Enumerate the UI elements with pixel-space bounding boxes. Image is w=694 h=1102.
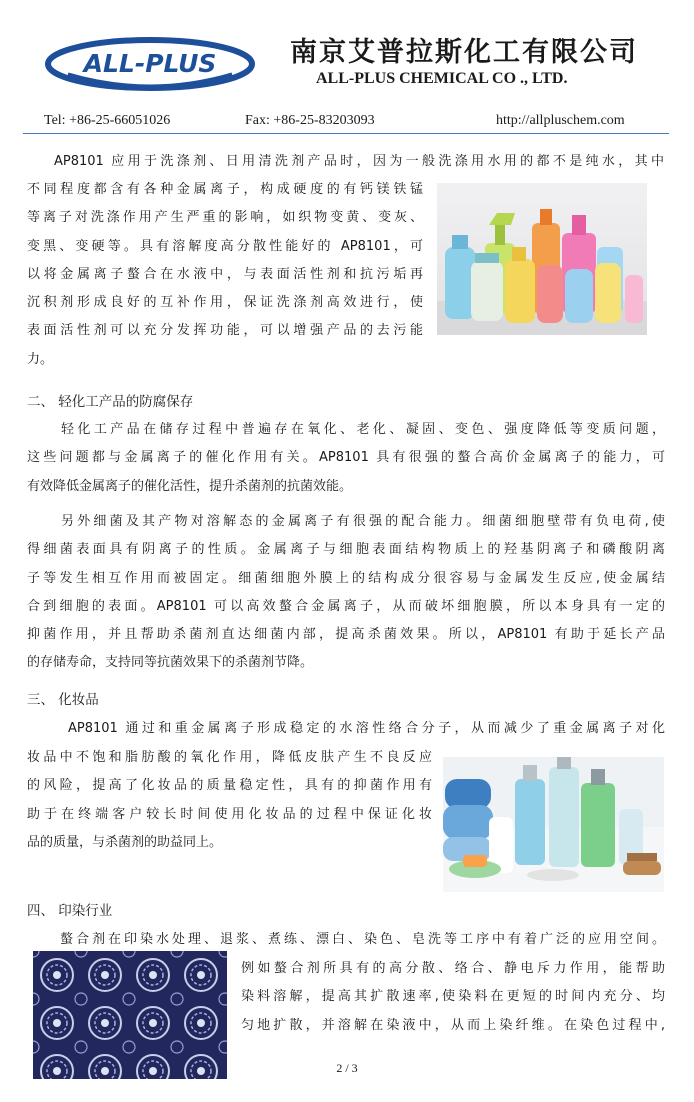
detergent-paragraph-body [27,176,423,374]
text-line: 表面活性剂可以充分发挥功能，可以增强产品的去污能 [27,323,423,339]
section-heading-preservation: 二、 轻化工产品的防腐保存 [27,394,194,410]
text-line: 的风险，提高了化妆品的质量稳定性，具有的抑菌作用有 [27,778,432,794]
detergent-paragraph-lead: AP8101 应用于洗涤剂、日用清洗剂产品时，因为一般洗涤用水用的都不是纯水，其中 [54,154,664,169]
text-line: 这些问题都与金属离子的催化作用有关。AP8101 具有很强的螯合高价金属离子的能力，可 [27,450,665,466]
company-name-cn: 南京艾普拉斯化工有限公司 [290,37,638,68]
printed-fabric-photo [33,951,227,1079]
text-line: 轻化工产品在储存过程中普遍存在氧化、老化、凝固、变色、强度降低等变质问题， [61,422,665,437]
website-link[interactable]: http://allpluschem.com [496,113,625,128]
header-divider [23,133,669,134]
section-heading-dyeing: 四、 印染行业 [27,903,113,919]
cosmetics-paragraph-body [27,744,432,857]
text-line: 合到细胞的表面。AP8101 可以高效螯合金属离子，从而破坏细胞膜，所以本身具有一定的 [27,598,665,614]
text-line: 染料溶解，提高其扩散速率,使染料在更短的时间内充分、均 [241,989,665,1005]
preservation-paragraph-1 [27,416,665,501]
text-line: 变黑、变硬等。具有溶解度高分散性能好的 AP8101，可 [27,238,423,254]
text-line: 力。 [27,351,54,367]
preservation-paragraph-2 [27,508,665,678]
text-line: 匀地扩散，并溶解在染液中，从而上染纤维。在染色过程中, [241,1017,665,1033]
text-line: 助于在终端客户较长时间使用化妆品的过程中保证化妆 [27,806,432,822]
text-line: 品的质量，与杀菌剂的助益同上。 [27,834,223,850]
cosmetics-paragraph-lead: AP8101 通过和重金属离子形成稳定的水溶性络合分子，从而减少了重金属离子对化 [68,721,665,736]
text-line: 有效降低金属离子的催化活性，提升杀菌剂的抗菌效能。 [27,478,353,494]
text-line: 等离子对洗涤作用产生严重的影响，如织物变黄、变灰、 [27,210,423,226]
text-line: 得细菌表面具有阴离子的性质。金属离子与细胞表面结构物质上的羟基阴离子和磷酸阴离 [27,542,665,558]
text-line: 抑菌作用，并且帮助杀菌剂直达细菌内部，提高杀菌效果。所以，AP8101 有助于延长产品 [27,627,665,643]
fax-number: Fax: +86-25-83203093 [245,113,375,128]
phone-number: Tel: +86-25-66051026 [44,113,171,128]
text-line: 例如螯合剂所具有的高分散、络合、静电斥力作用，能帮助 [241,961,665,976]
text-line: 妆品中不饱和脂肪酸的氧化作用，降低皮肤产生不良反应 [27,750,432,765]
text-line: 的存储寿命，支持同等抗菌效果下的杀菌剂节降。 [27,655,314,671]
text-line: 不同程度都含有各种金属离子，构成硬度的有钙镁铁锰 [27,182,423,197]
cosmetics-products-photo [443,757,664,892]
company-name-en: ALL-PLUS CHEMICAL CO ., LTD. [316,70,568,87]
section-heading-cosmetics: 三、 化妆品 [27,692,99,708]
company-logo [44,34,256,94]
dyeing-paragraph-lead: 螯合剂在印染水处理、退浆、煮练、漂白、染色、皂洗等工序中有着广泛的应用空间。 [60,932,665,947]
text-line: 另外细菌及其产物对溶解态的金属离子有很强的配合能力。细菌细胞壁带有负电荷,使 [61,514,665,529]
text-line: 以将金属离子螯合在水液中，与表面活性剂和抗污垢再 [27,266,423,282]
detergent-bottles-photo [437,183,647,335]
logo-text: ALL-PLUS [83,49,217,78]
text-line: 沉积剂形成良好的互补作用，保证洗涤剂高效进行，使 [27,295,423,311]
dyeing-paragraph-body [241,955,665,1040]
page-number: 2 / 3 [336,1061,358,1075]
text-line: 子等发生相互作用而被固定。细菌细胞外膜上的结构成分很容易与金属发生反应,使金属结 [27,570,665,586]
